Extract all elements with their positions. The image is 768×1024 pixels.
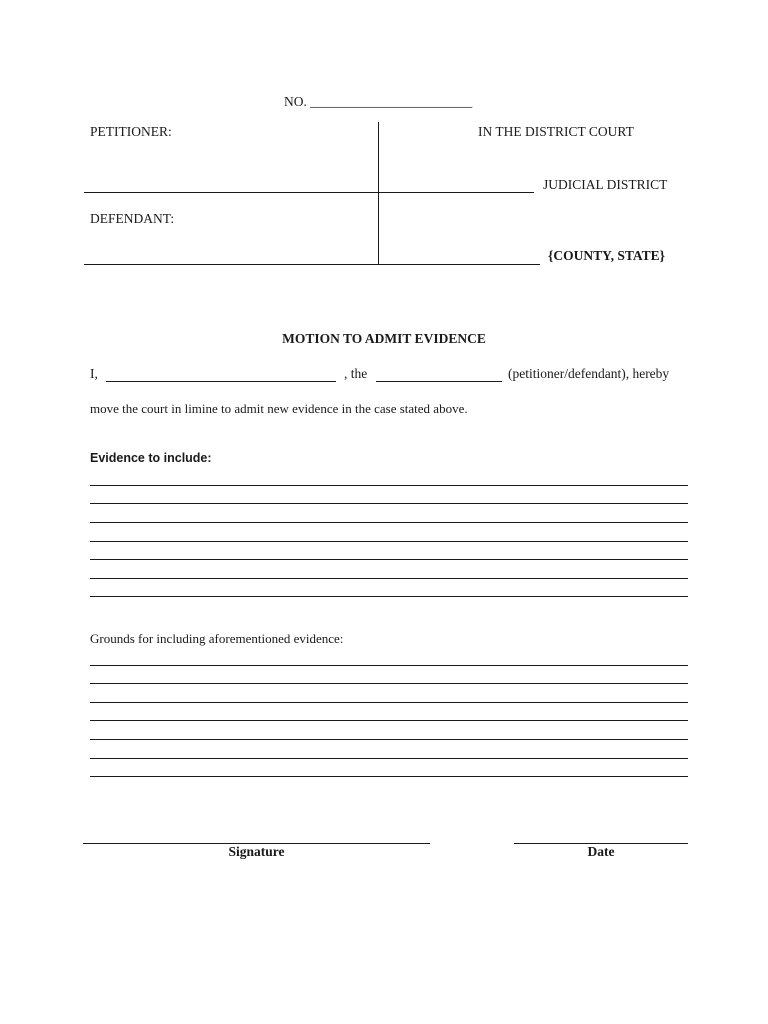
- grounds-line[interactable]: [90, 739, 688, 740]
- grounds-line[interactable]: [90, 758, 688, 759]
- grounds-label: Grounds for including aforementioned evidence:: [90, 631, 344, 646]
- date-label: Date: [587, 844, 615, 859]
- statement-the: , the: [344, 366, 368, 381]
- statement-line-2: move the court in limine to admit new evidence in the case stated above.: [90, 401, 468, 416]
- document-title: MOTION TO ADMIT EVIDENCE: [282, 331, 486, 346]
- grounds-line[interactable]: [90, 683, 688, 684]
- evidence-line[interactable]: [90, 503, 688, 504]
- judicial-district-label: JUDICIAL DISTRICT: [543, 177, 668, 192]
- evidence-line[interactable]: [90, 522, 688, 523]
- defendant-name-line[interactable]: [84, 264, 540, 265]
- evidence-line[interactable]: [90, 578, 688, 579]
- signature-label: Signature: [228, 844, 285, 859]
- statement-line-1: [90, 366, 98, 382]
- statement-role: (petitioner/defendant), hereby: [508, 366, 670, 381]
- grounds-line[interactable]: [90, 702, 688, 703]
- grounds-line[interactable]: [90, 776, 688, 777]
- defendant-label: DEFENDANT:: [90, 211, 175, 226]
- caption-divider: [378, 122, 379, 264]
- petitioner-label: PETITIONER:: [90, 124, 172, 139]
- grounds-line[interactable]: [90, 720, 688, 721]
- court-heading: IN THE DISTRICT COURT: [478, 124, 634, 139]
- grounds-line[interactable]: [90, 665, 688, 666]
- county-state-label: {COUNTY, STATE}: [548, 248, 665, 263]
- role-field[interactable]: [376, 381, 502, 382]
- evidence-line[interactable]: [90, 559, 688, 560]
- evidence-line[interactable]: [90, 485, 688, 486]
- case-number-field[interactable]: ________________________: [310, 94, 473, 109]
- evidence-label: Evidence to include:: [90, 451, 212, 465]
- case-number-label: NO.: [284, 94, 307, 109]
- case-number: [284, 94, 472, 110]
- evidence-line[interactable]: [90, 541, 688, 542]
- evidence-line[interactable]: [90, 596, 688, 597]
- statement-pronoun: I,: [90, 366, 98, 381]
- petitioner-name-line[interactable]: [84, 192, 534, 193]
- name-field[interactable]: [106, 381, 336, 382]
